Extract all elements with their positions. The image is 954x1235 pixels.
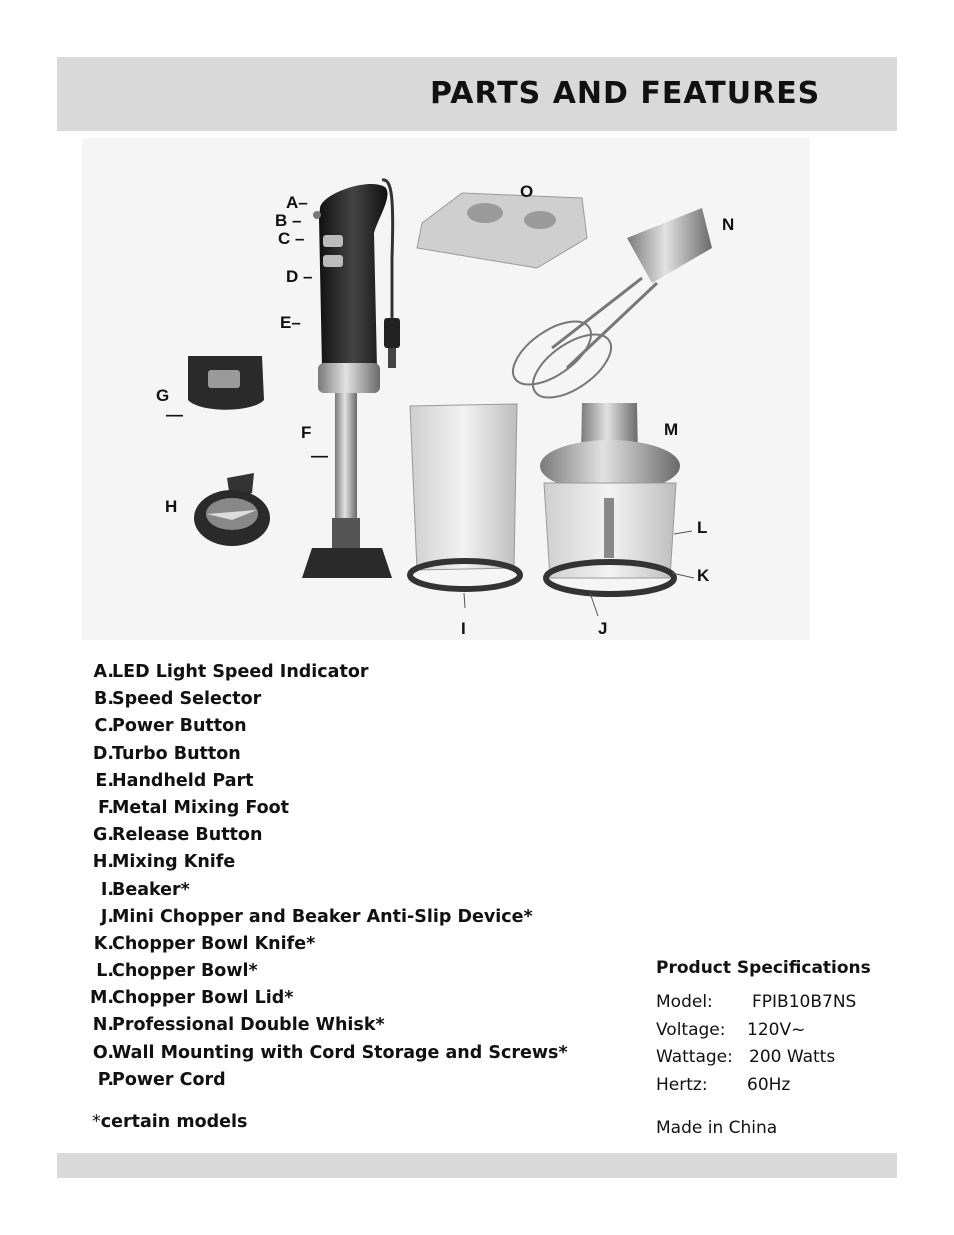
list-item xyxy=(72,716,632,743)
hand-blender xyxy=(302,184,392,578)
spec-value: 60Hz xyxy=(747,1074,791,1095)
part-letter: O. xyxy=(92,1042,114,1063)
callout-l: L xyxy=(697,518,708,537)
part-letter: D. xyxy=(92,743,114,764)
mixing-foot xyxy=(302,548,392,578)
callout-f-line: — xyxy=(311,446,328,465)
footer-bar xyxy=(57,1153,897,1178)
callout-f: F xyxy=(301,423,312,442)
part-name: Handheld Part xyxy=(112,770,254,791)
spec-row-voltage xyxy=(656,1020,896,1048)
part-letter: C. xyxy=(94,716,114,737)
power-button xyxy=(323,235,343,247)
footnote-star: * xyxy=(92,1112,101,1132)
list-item xyxy=(72,880,632,907)
list-item xyxy=(72,852,632,879)
list-item xyxy=(72,771,632,798)
part-letter: H. xyxy=(92,852,114,873)
callout-o: O xyxy=(520,182,534,201)
spec-label: Wattage: xyxy=(656,1047,733,1067)
mixing-knife-part xyxy=(194,473,270,546)
spec-value: FPIB10B7NS xyxy=(752,992,857,1012)
footnote xyxy=(92,1112,247,1132)
list-item xyxy=(72,1070,632,1097)
wall-mount-part xyxy=(417,193,587,268)
turbo-button xyxy=(323,255,343,267)
chopper-part xyxy=(540,403,680,594)
part-name: Turbo Button xyxy=(112,743,241,764)
part-name: Power Cord xyxy=(112,1069,226,1090)
made-in: Made in China xyxy=(656,1118,778,1138)
list-item xyxy=(72,961,632,988)
part-letter: M. xyxy=(89,988,114,1009)
part-name: LED Light Speed Indicator xyxy=(112,662,369,682)
list-item xyxy=(72,689,632,716)
power-cord xyxy=(382,180,400,368)
part-name: Speed Selector xyxy=(112,689,262,710)
part-name: Chopper Bowl Lid* xyxy=(112,988,294,1009)
part-letter: G. xyxy=(92,825,114,846)
part-name: Metal Mixing Foot xyxy=(112,797,289,818)
part-name: Release Button xyxy=(112,825,263,846)
spec-label: Voltage: xyxy=(656,1019,726,1040)
beaker-part xyxy=(410,404,520,589)
part-name: Mini Chopper and Beaker Anti-Slip Device* xyxy=(112,906,533,927)
part-letter: J. xyxy=(100,906,114,927)
part-letter: E. xyxy=(95,770,114,791)
callout-i: I xyxy=(461,619,466,638)
parts-illustration-svg xyxy=(82,138,810,640)
part-name: Wall Mounting with Cord Storage and Screws* xyxy=(112,1042,568,1063)
part-letter: N. xyxy=(92,1015,114,1036)
list-item xyxy=(72,662,632,689)
parts-illustration xyxy=(82,138,810,640)
part-name: Mixing Knife xyxy=(112,852,236,873)
list-item xyxy=(72,1015,632,1042)
callout-d: D – xyxy=(286,267,313,286)
part-letter: L. xyxy=(96,961,114,982)
part-name: Power Button xyxy=(112,716,247,737)
callout-h: H xyxy=(165,497,178,516)
spec-value: 200 Watts xyxy=(749,1047,836,1067)
list-item xyxy=(72,744,632,771)
callout-k: K xyxy=(697,566,710,585)
page-title: PARTS AND FEATURES xyxy=(430,76,821,111)
product-specifications xyxy=(656,958,896,1102)
part-letter: K. xyxy=(93,933,114,954)
spec-label: Model: xyxy=(656,992,713,1012)
list-item xyxy=(72,988,632,1015)
spec-label: Hertz: xyxy=(656,1074,708,1095)
mixing-shaft xyxy=(335,393,357,523)
callout-a: A– xyxy=(286,193,308,212)
callout-c: C – xyxy=(278,229,305,248)
specs-title: Product Specifications xyxy=(656,958,871,978)
part-letter: I. xyxy=(100,879,114,900)
footnote-text: certain models xyxy=(100,1112,248,1132)
callout-m: M xyxy=(664,420,679,439)
parts-list xyxy=(72,662,632,1097)
release-button-part xyxy=(188,356,264,410)
callout-j: J xyxy=(598,619,608,638)
list-item xyxy=(72,1043,632,1070)
part-letter: P. xyxy=(97,1069,114,1090)
callout-n: N xyxy=(722,215,735,234)
callout-e: E– xyxy=(280,313,301,332)
part-name: Chopper Bowl* xyxy=(112,961,258,982)
spec-row-model xyxy=(656,992,896,1020)
spec-row-wattage xyxy=(656,1047,896,1075)
spec-value: 120V~ xyxy=(747,1019,806,1040)
part-letter: B. xyxy=(94,689,114,710)
list-item xyxy=(72,825,632,852)
spec-row-hertz xyxy=(656,1075,896,1103)
callout-b: B – xyxy=(275,211,302,230)
part-letter: A. xyxy=(93,662,114,682)
list-item xyxy=(72,934,632,961)
list-item xyxy=(72,907,632,934)
part-name: Professional Double Whisk* xyxy=(112,1015,385,1036)
part-name: Beaker* xyxy=(112,879,190,900)
part-name: Chopper Bowl Knife* xyxy=(112,933,316,954)
list-item xyxy=(72,798,632,825)
callout-g-line: — xyxy=(166,405,183,424)
led-indicator xyxy=(313,211,321,219)
chopper-knife xyxy=(604,498,614,558)
callout-g: G xyxy=(156,386,170,405)
part-letter: F. xyxy=(97,797,114,818)
